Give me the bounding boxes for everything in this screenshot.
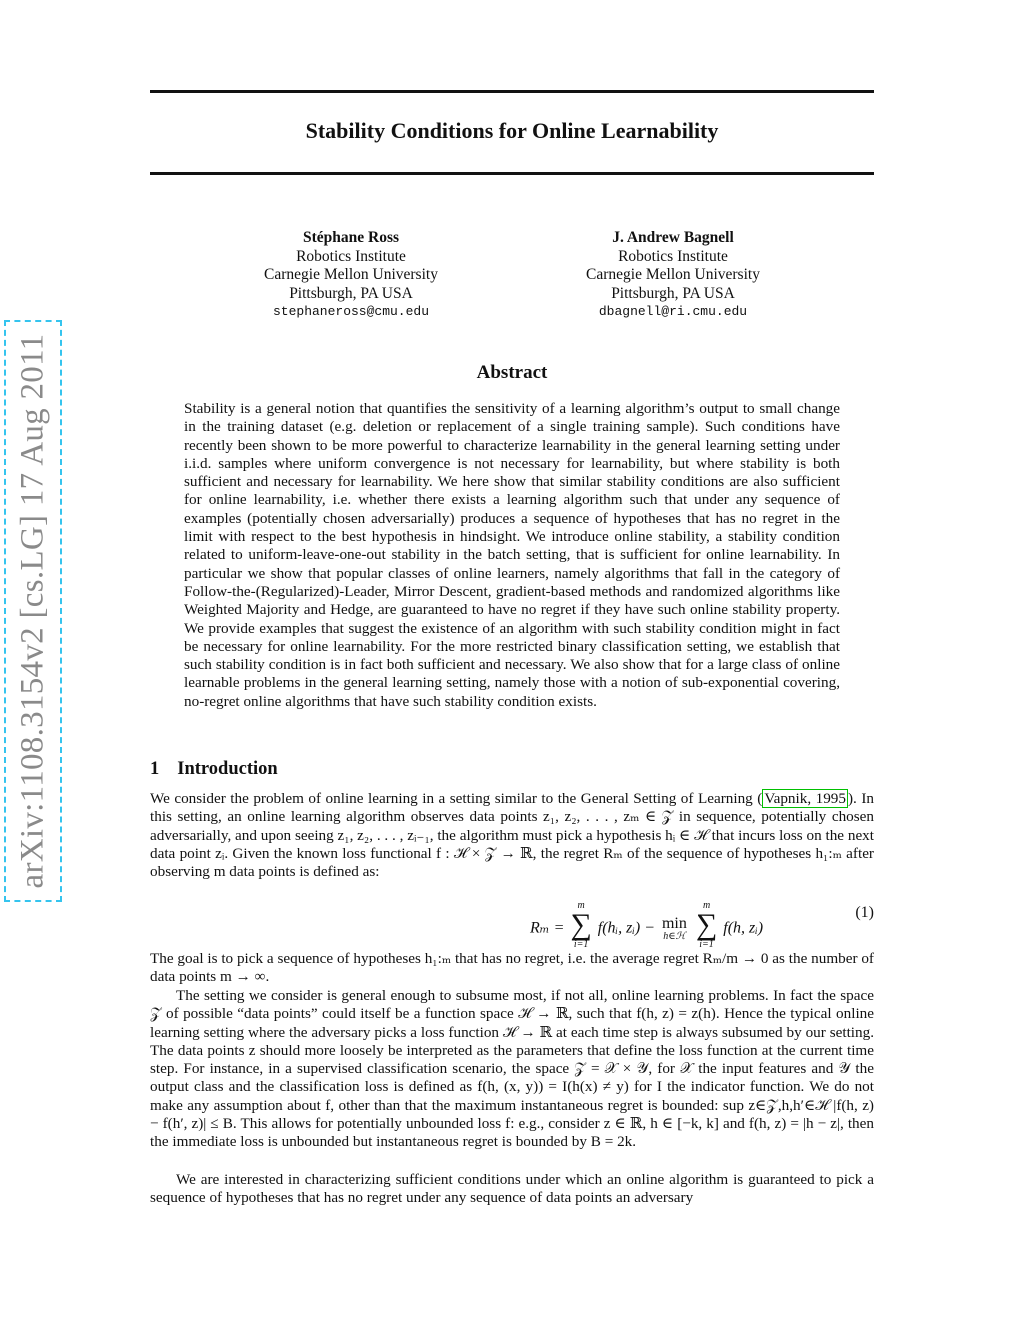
sum-sign: ∑ bbox=[695, 908, 718, 941]
summation-symbol bbox=[570, 900, 591, 950]
paragraph-text: The goal is to pick a sequence of hypotheses h₁:ₘ that has no regret, i.e. the average regret Rₘ/m → 0 as the number of data points m → ∞. bbox=[150, 950, 874, 986]
author-univ: Carnegie Mellon University bbox=[264, 266, 438, 283]
paragraph-text: We consider the problem of online learning in a setting similar to the General Setting of Learning ( bbox=[150, 790, 763, 807]
sum-lower-limit: i=1 bbox=[699, 939, 714, 950]
author-block-2 bbox=[543, 229, 803, 322]
paragraph-text: ). In this setting, an online learning algorithm observes data points z₁, z₂, . . . , zₘ ∈ 𝒵 in sequence, potentially chosen adversarially, and upon seeing z₁, z₂, . . . , zᵢ₋₁, the algorithm must pick a hypothesis hᵢ ∈ ℋ that incurs loss on the next data point zᵢ. Given the known loss functional f : ℋ × 𝒵 → ℝ, the regret Rₘ of the sequence of hypotheses h₁:ₘ after observing m data points is defined as: bbox=[150, 790, 874, 881]
author-name: J. Andrew Bagnell bbox=[612, 229, 734, 246]
arxiv-side-stamp bbox=[4, 320, 62, 902]
min-operator bbox=[661, 914, 687, 942]
title-bottom-rule bbox=[150, 172, 874, 175]
summation-symbol-2 bbox=[696, 900, 717, 950]
intro-paragraph-3 bbox=[150, 987, 874, 1152]
paper-title: Stability Conditions for Online Learnability bbox=[305, 118, 719, 143]
section-number: 1 bbox=[150, 759, 160, 779]
author-name: Stéphane Ross bbox=[302, 229, 400, 246]
equation-number: (1) bbox=[855, 904, 874, 921]
author-email: dbagnell@ri.cmu.edu bbox=[598, 304, 748, 319]
intro-paragraph-1 bbox=[150, 790, 874, 881]
author-dept: Robotics Institute bbox=[296, 247, 406, 265]
abstract-heading: Abstract bbox=[476, 362, 548, 383]
min-subscript: h∈ℋ bbox=[663, 930, 686, 942]
sum-sign: ∑ bbox=[570, 908, 592, 941]
top-rule bbox=[150, 90, 874, 93]
equation-1 bbox=[150, 888, 874, 950]
section-heading bbox=[150, 759, 278, 780]
equation-term-1: f(hᵢ, zᵢ) − bbox=[597, 919, 659, 937]
equation-body bbox=[530, 900, 764, 954]
author-block-1 bbox=[221, 229, 481, 322]
author-dept: Robotics Institute bbox=[618, 247, 728, 265]
citation-link[interactable]: Vapnik, 1995 bbox=[764, 790, 846, 807]
paragraph-text: We are interested in characterizing sufficient conditions under which an online algorithm is guaranteed to pick a sequence of hypotheses that has no regret under any sequence of data points an adversary bbox=[150, 1171, 874, 1207]
equation-lhs: Rₘ = bbox=[530, 919, 569, 937]
min-text: min bbox=[661, 914, 687, 932]
sum-lower-limit: i=1 bbox=[573, 939, 589, 950]
author-location: Pittsburgh, PA USA bbox=[611, 284, 735, 302]
author-email: stephaneross@cmu.edu bbox=[272, 304, 430, 319]
section-title: Introduction bbox=[177, 759, 278, 779]
author-univ: Carnegie Mellon University bbox=[586, 266, 760, 283]
author-location: Pittsburgh, PA USA bbox=[289, 284, 413, 302]
intro-paragraph-2 bbox=[150, 950, 874, 987]
sum-upper-limit: m bbox=[702, 900, 711, 911]
arxiv-identifier: arXiv:1108.3154v2 [cs.LG] 17 Aug 2011 bbox=[14, 333, 51, 889]
paragraph-text: The setting we consider is general enough to subsume most, if not all, online learning problems. In fact the space 𝒵 of possible “data points” could itself be a function space ℋ → ℝ, such that f(h, z) = z(h). Hence the typical online learning setting where the adversary picks a loss function ℋ → ℝ at each time step is always subsumed by our setting. The data points z should more loosely be interpreted as the parameters that define the loss function at the current time step. For instance, in a supervised classification scenario, the space 𝒵 = 𝒳 × 𝒴, for 𝒳 the input features and 𝒴 the output class and the classification loss is defined as f(h, (x, y)) = I(h(x) ≠ y) for I the indicator function. We do not make any assumption about f, other than that the maximum instantaneous regret is bounded: sup z∈𝒵,h,h′∈ℋ |f(h, z) − f(h′, z)| ≤ B. This allows for potentially unbounded loss f: e.g., consider z ∈ ℝ, h ∈ [−k, k] and f(h, z) = |h − z|, then the immediate loss is unbounded but instantaneous regret is bounded by B = 2k. bbox=[150, 987, 874, 1151]
equation-term-2: f(h, zᵢ) bbox=[723, 919, 764, 937]
abstract-text: Stability is a general notion that quantifies the sensitivity of a learning algorithm’s output to small change in the training dataset (e.g. deletion or replacement of a single training sample). Such conditions have recently been shown to be more powerful to characterize learnability in the general learning setting under i.i.d. samples where uniform convergence is not necessary for learnability, but where stability is both sufficient and necessary for learnability. We here show that similar stability conditions are also sufficient for online learnability, i.e. whether there exists a learning algorithm such that under any sequence of examples (potentially chosen adversarially) produces a sequence of hypotheses that has no regret in the limit with respect to the best hypothesis in hindsight. We introduce online stability, a stability condition related to uniform-leave-one-out stability in the batch setting, that is sufficient for online learnability. In particular we show that popular classes of online learners, namely algorithms that fall in the category of Follow-the-(Regularized)-Leader, Mirror Descent, gradient-based methods and randomized algorithms like Weighted Majority and Hedge, are guaranteed to have no regret if they have such online stability property. We provide examples that suggest the existence of an algorithm with such stability condition might in fact be necessary for online learnability. For the more restricted binary classification setting, we establish that such stability condition is in fact both sufficient and necessary. We also show that for a large class of online learnable problems in the general learning setting, namely those with a notion of sub-exponential covering, no-regret online algorithms that have such stability condition exists. bbox=[184, 400, 840, 710]
sum-upper-limit: m bbox=[577, 900, 585, 911]
intro-paragraph-4 bbox=[150, 1171, 874, 1208]
